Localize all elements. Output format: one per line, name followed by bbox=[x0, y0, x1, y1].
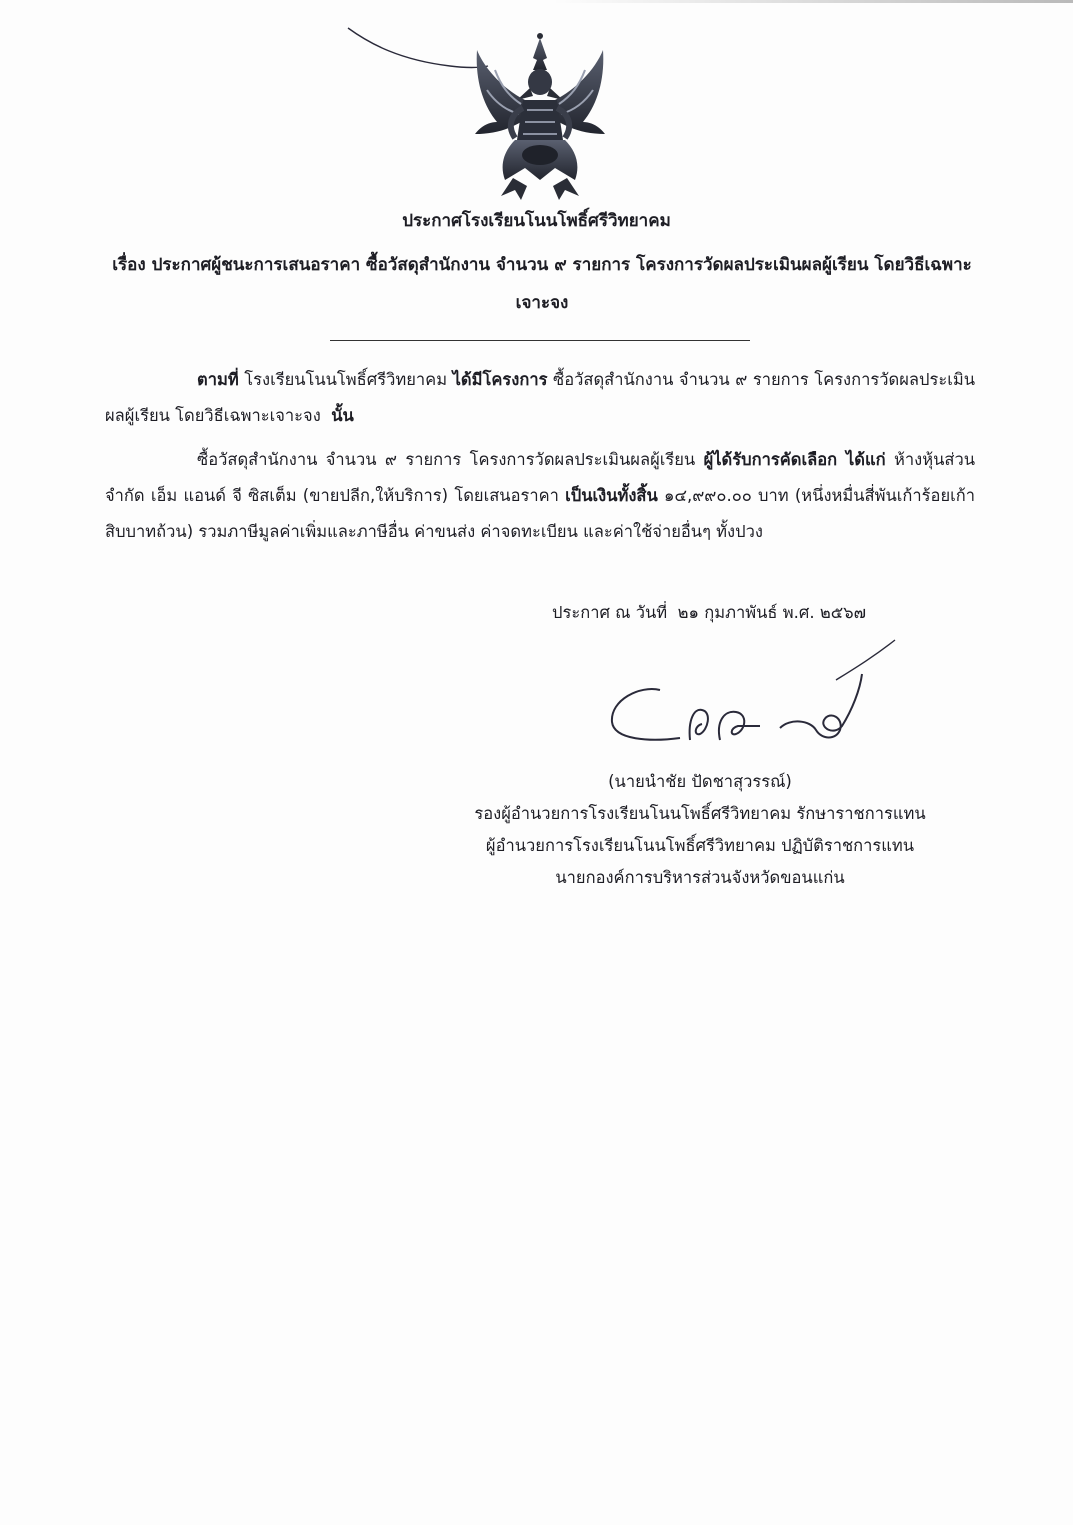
signatory-position-1: รองผู้อำนวยการโรงเรียนโนนโพธิ์ศรีวิทยาคม รักษาราชการแทน bbox=[474, 804, 926, 823]
para2-amount-label: เป็นเงินทั้งสิ้น bbox=[565, 486, 658, 505]
subject-prefix: เรื่อง bbox=[112, 255, 146, 275]
para1-project: ซื้อวัสดุสำนักงาน จำนวน ๙ รายการ โครงการวัดผลประเมินผลผู้เรียน โดยวิธีเฉพาะเจาะจง bbox=[105, 370, 975, 425]
para2-amount: ๑๔,๙๙๐.๐๐ บาท bbox=[664, 486, 789, 505]
para2-offer-label: โดยเสนอราคา bbox=[454, 486, 559, 505]
para2-terms: รวมภาษีมูลค่าเพิ่มและภาษีอื่น ค่าขนส่ง ค่าจดทะเบียน และค่าใช้จ่ายอื่นๆ ทั้งปวง bbox=[198, 522, 763, 541]
title-divider bbox=[330, 340, 750, 341]
signatory-position-2: ผู้อำนวยการโรงเรียนโนนโพธิ์ศรีวิทยาคม ปฏิบัติราชการแทน bbox=[485, 836, 915, 855]
para2-selected-label: ผู้ได้รับการคัดเลือก ได้แก่ bbox=[703, 450, 886, 469]
para2-vendor: ห้างหุ้นส่วนจำกัด เอ็ม แอนด์ จี ซิสเต็ม (ขายปลีก,ให้บริการ) bbox=[105, 450, 976, 505]
para1-ending: นั้น bbox=[331, 406, 354, 425]
para1-verb: ได้มีโครงการ bbox=[452, 370, 548, 389]
paragraph-intro bbox=[105, 362, 975, 434]
scan-edge-shadow bbox=[553, 0, 1073, 3]
document-subject bbox=[112, 246, 972, 322]
document-title: ประกาศโรงเรียนโนนโพธิ์ศรีวิทยาคม bbox=[402, 211, 671, 231]
para1-lead: ตามที่ bbox=[197, 370, 239, 389]
para2-item: ซื้อวัสดุสำนักงาน จำนวน ๙ รายการ โครงการวัดผลประเมินผลผู้เรียน bbox=[197, 450, 696, 469]
signatory-position-3: นายกองค์การบริหารส่วนจังหวัดขอนแก่น bbox=[555, 868, 845, 887]
announcement-date bbox=[552, 600, 866, 626]
date-label: ประกาศ ณ วันที่ bbox=[552, 603, 668, 622]
paragraph-award bbox=[105, 442, 975, 550]
signature-mark bbox=[590, 630, 910, 760]
signatory-name: (นายนำชัย ปัดชาสุวรรณ์) bbox=[608, 772, 792, 791]
para1-org: โรงเรียนโนนโพธิ์ศรีวิทยาคม bbox=[244, 370, 448, 389]
date-value: ๒๑ กุมภาพันธ์ พ.ศ. ๒๕๖๗ bbox=[677, 603, 867, 622]
signatory-block bbox=[420, 766, 980, 894]
para2-amount-text: (หนึ่งหมื่นสี่พันเก้าร้อยเก้าสิบบาทถ้วน) bbox=[105, 486, 976, 541]
subject-text: ประกาศผู้ชนะการเสนอราคา ซื้อวัสดุสำนักงาน จำนวน ๙ รายการ โครงการวัดผลประเมินผลผู้เรียน โดยวิธีเฉพาะเจาะจง bbox=[151, 255, 972, 313]
garuda-emblem-icon bbox=[455, 30, 625, 205]
